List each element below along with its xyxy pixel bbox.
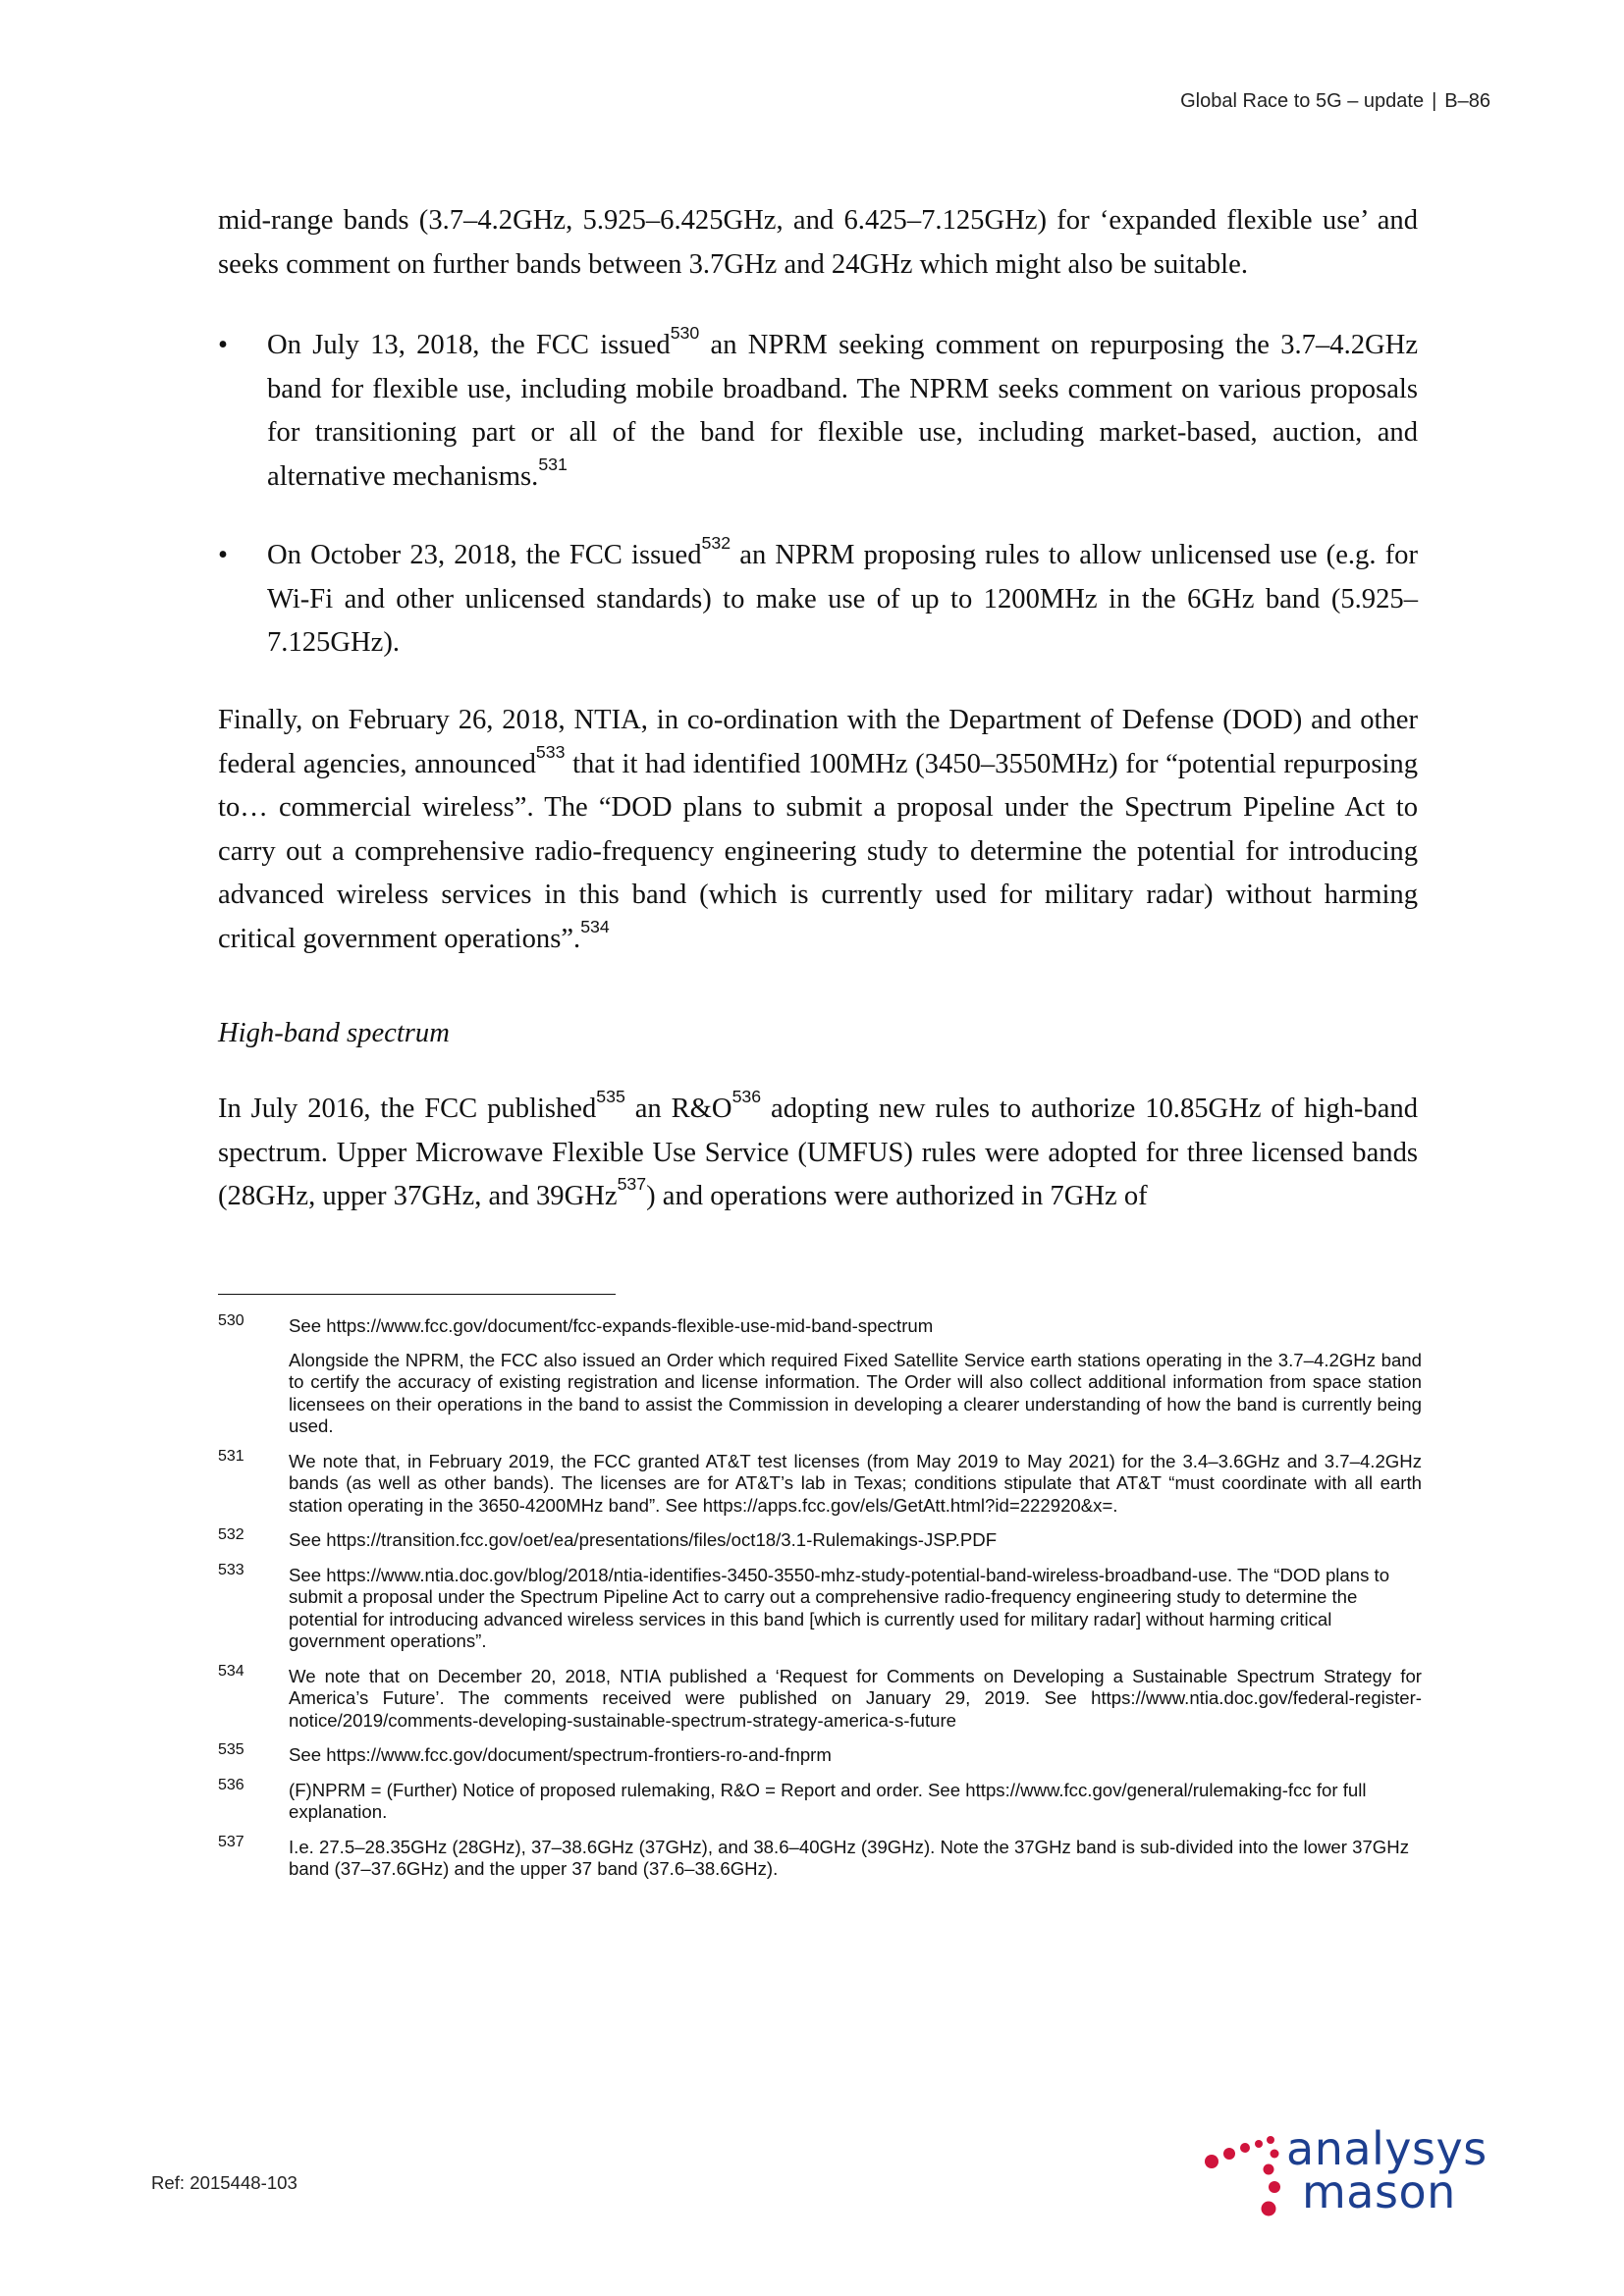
logo-dot: [1205, 2155, 1218, 2168]
logo-dot: [1269, 2181, 1280, 2193]
footnote-537: [218, 1833, 1422, 1881]
logo-dot: [1264, 2164, 1274, 2175]
logo-dot: [1262, 2202, 1276, 2216]
footnote-ref-532[interactable]: 532: [701, 533, 731, 554]
footnote-ref-536[interactable]: 536: [731, 1087, 762, 1107]
logo-dot: [1271, 2150, 1279, 2159]
footnote-text: Alongside the NPRM, the FCC also issued an Order which required Fixed Satellite Service earth stations operating in the 3.7–4.2GHz band to certify the accuracy of existing registration and license information. The Order will also collect additional information from space station licensees on their operations in the band to assist the Commission in developing a clearer understanding of how the band is currently being used.: [289, 1349, 1422, 1436]
footnote-number: 534: [218, 1662, 244, 1680]
footnote-text: See https://www.fcc.gov/document/spectrum-frontiers-ro-and-fnprm: [289, 1744, 832, 1765]
logo-dot: [1240, 2143, 1250, 2153]
footnote-text: I.e. 27.5–28.35GHz (28GHz), 37–38.6GHz (37GHz), and 38.6–40GHz (39GHz). Note the 37GHz band is sub-divided into the lower 37GHz band (37–37.6GHz) and the upper 37 band (37.6–38.6GHz).: [289, 1836, 1409, 1879]
footnote-531: [218, 1447, 1422, 1518]
footnote-ref-533[interactable]: 533: [535, 741, 566, 762]
running-header: [1180, 90, 1490, 113]
footnote-divider: [218, 1294, 616, 1295]
footnote-536: [218, 1776, 1422, 1824]
logo-dot: [1267, 2136, 1274, 2144]
bullet-icon: •: [218, 330, 229, 360]
footnote-text: See https://transition.fcc.gov/oet/ea/presentations/files/oct18/3.1-Rulemakings-JSP.PDF: [289, 1529, 998, 1550]
footnotes: [218, 1312, 1422, 1894]
footnote-ref-535[interactable]: 535: [596, 1087, 625, 1107]
footnote-number: 533: [218, 1561, 244, 1578]
bullet-item-october-2018: • On October 23, 2018, the FCC issued$^{532}$ an NPRM proposing rules to allow unlicensed use (e.g. for Wi-Fi and other unlicensed standards) to make use of up to 1200MHz in the 6GHz band (5.925–7.125GHz).: [218, 533, 1418, 658]
footnote-535: [218, 1741, 1422, 1767]
footnote-number: 535: [218, 1741, 244, 1758]
footnote-number: 530: [218, 1312, 244, 1329]
analysys-mason-logo: [1204, 2122, 1528, 2234]
logo-dot: [1255, 2140, 1263, 2148]
footnote-text: See https://www.ntia.doc.gov/blog/2018/ntia-identifies-3450-3550-mhz-study-potential-band-wireless-broadband-use. The “DOD plans to submit a proposal under the Spectrum Pipeline Act to carry out a comprehensive radio-frequency engineering study to determine the potential for introducing advanced wireless services in this band [which is currently used for military radar] without harming critical government operations”.: [289, 1564, 1390, 1651]
paragraph-mid-range-bands: mid-range bands (3.7–4.2GHz, 5.925–6.425GHz, and 6.425–7.125GHz) for ‘expanded flexible use’ and seeks comment on further bands between 3.7GHz and 24GHz which might also be suitable.: [218, 205, 1418, 280]
logo-dots-icon: [1204, 2126, 1292, 2234]
bullet-icon: •: [218, 540, 229, 570]
footnote-ref-534[interactable]: 534: [580, 916, 610, 936]
logo-text-analysys: analysys: [1286, 2122, 1488, 2175]
bullet-item-july-2018: • On July 13, 2018, the FCC issued$^{530}$ an NPRM seeking comment on repurposing the 3.7–4.2GHz band for flexible use, including mobile broadband. The NPRM seeks comment on various proposals for transitioning part or all of the band for flexible use, including market-based, auction, and alternative mechanisms.$^{531}$: [218, 323, 1419, 492]
footnote-534: [218, 1662, 1422, 1733]
paragraph-ntia-announcement: Finally, on February 26, 2018, NTIA, in co-ordination with the Department of Defense (DOD) and other federal agencies, announced$^{533}$ that it had identified 100MHz (3450–3550MHz) for “potential repurposing to… commercial wireless”. The “DOD plans to submit a proposal under the Spectrum Pipeline Act to carry out a comprehensive radio-frequency engineering study to determine the potential for introducing advanced wireless services in this band (which is currently used for military radar) without harming critical government operations”.$^{534}$: [218, 705, 1418, 954]
footnote-ref-530[interactable]: 530: [670, 323, 700, 344]
header-separator: |: [1432, 90, 1437, 112]
footnote-number: 532: [218, 1526, 244, 1543]
footnote-532: [218, 1526, 1422, 1552]
footnote-text: (F)NPRM = (Further) Notice of proposed rulemaking, R&O = Report and order. See https://www.fcc.gov/general/rulemaking-fcc for full explanation.: [289, 1779, 1367, 1822]
footnote-533: [218, 1561, 1422, 1653]
footnote-ref-537[interactable]: 537: [617, 1174, 647, 1195]
logo-text-mason: mason: [1302, 2165, 1456, 2218]
logo-dot: [1223, 2148, 1235, 2160]
footnote-ref-531[interactable]: 531: [538, 454, 568, 474]
footnote-number: 536: [218, 1776, 244, 1793]
footnote-text: We note that, in February 2019, the FCC granted AT&T test licenses (from May 2019 to May 2021) for the 3.4–3.6GHz and 3.7–4.2GHz bands (as well as other bands). The licenses are for AT&T’s lab in Texas; conditions stipulate that AT&T “must coordinate with all earth station operating in the 3650-4200MHz band”. See https://apps.fcc.gov/els/GetAtt.html?id=222920&x=.: [289, 1450, 1422, 1516]
footnote-number: 537: [218, 1833, 244, 1850]
paragraph-high-band: In July 2016, the FCC published$^{535}$ an $R\&O^{536}$ adopting new rules to authorize 10.85GHz of high-band spectrum. Upper Microwave Flexible Use Service (UMFUS) rules were adopted for three licensed bands (28GHz, upper 37GHz, and 39GHz$^{537}$) and operations were authorized in 7GHz of: [218, 1087, 1419, 1211]
footnote-number: 531: [218, 1447, 244, 1465]
document-reference: Ref: 2015448-103: [151, 2172, 298, 2193]
footnote-text: We note that on December 20, 2018, NTIA published a ‘Request for Comments on Developing a Sustainable Spectrum Strategy for America’s Future’. The comments received were published on January 29, 2019. See https://www.ntia.doc.gov/federal-register-notice/2019/comments-developing-sustainable-spectrum-strategy-america-s-future: [289, 1665, 1422, 1731]
header-page-number: B–86: [1444, 90, 1490, 112]
section-heading-high-band: High-band spectrum: [218, 1018, 450, 1048]
footnote-530: [218, 1312, 1422, 1438]
header-title: Global Race to 5G – update: [1180, 90, 1425, 112]
footnote-text: See https://www.fcc.gov/document/fcc-expands-flexible-use-mid-band-spectrum: [289, 1315, 934, 1336]
